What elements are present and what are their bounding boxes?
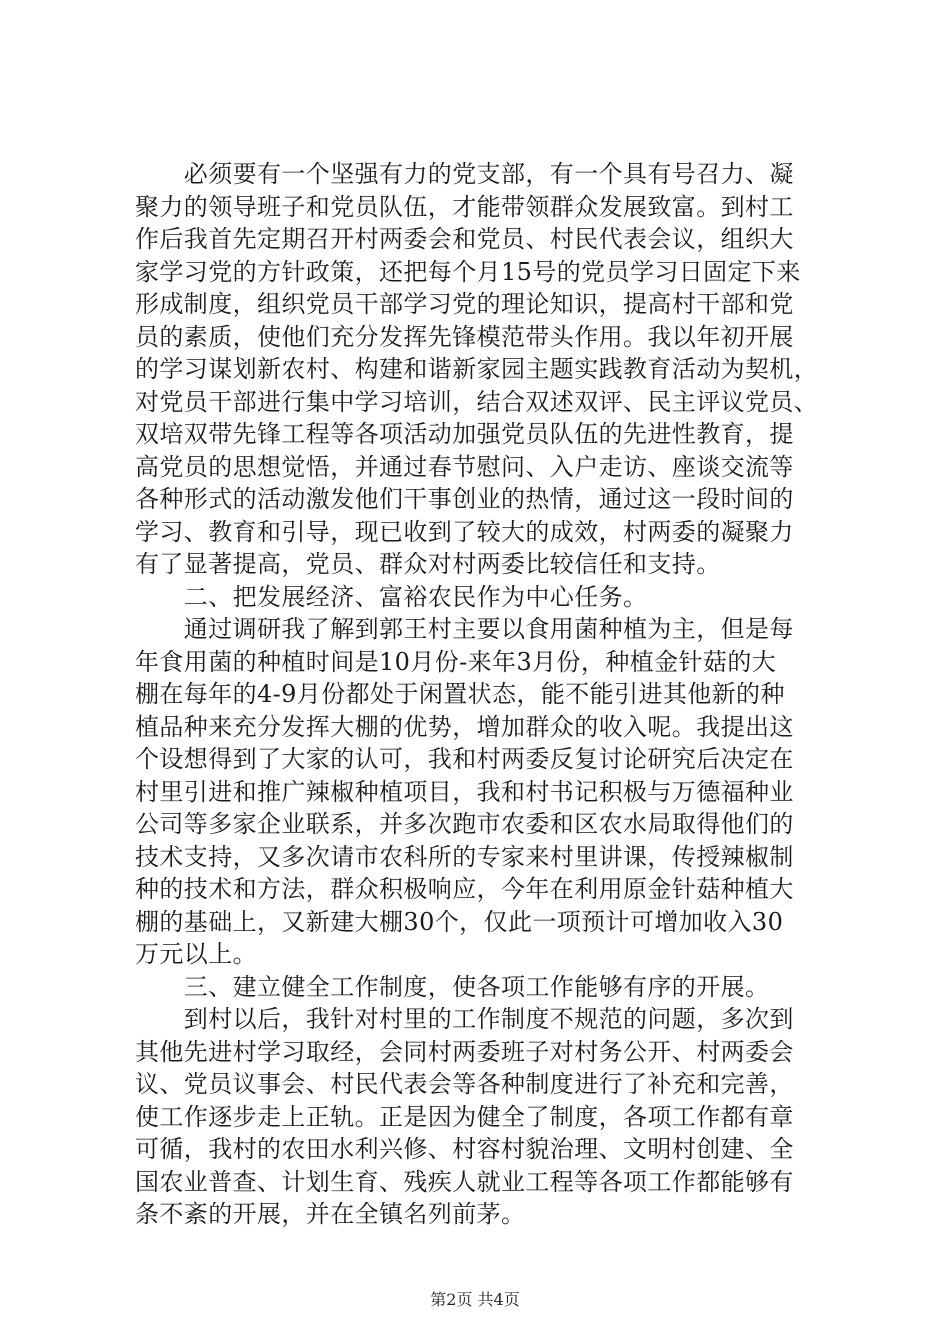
text-line: 议、党员议事会、村民代表会等各种制度进行了补充和完善， xyxy=(135,1070,794,1098)
text-line: 必须要有一个坚强有力的党支部，有一个具有号召力、凝 xyxy=(135,160,794,188)
text-line: 村里引进和推广辣椒种植项目，我和村书记积极与万德福种业 xyxy=(135,777,794,806)
text-line: 公司等多家企业联系，并多次跑市农委和区农水局取得他们的 xyxy=(135,810,794,838)
text-line: 个设想得到了大家的认可，我和村两委反复讨论研究后决定在 xyxy=(135,745,794,773)
text-line: 万元以上。 xyxy=(135,940,257,968)
text-line: 各种形式的活动激发他们干事创业的热情，通过这一段时间的 xyxy=(135,485,794,513)
text-line: 聚力的领导班子和党员队伍，才能带领群众发展致富。到村工 xyxy=(135,192,794,221)
text-line: 棚的基础上，又新建大棚30个，仅此一项预计可增加收入30 xyxy=(135,907,784,936)
text-line: 棚在每年的4-9月份都处于闲置状态，能不能引进其他新的种 xyxy=(135,680,785,708)
text-line: 作后我首先定期召开村两委会和党员、村民代表会议，组织大 xyxy=(135,225,794,253)
text-line: 种的技术和方法，群众积极响应，今年在利用原金针菇种植大 xyxy=(135,875,794,903)
text-line: 二、把发展经济、富裕农民作为中心任务。 xyxy=(135,582,648,611)
text-line: 植品种来充分发挥大棚的优势，增加群众的收入呢。我提出这 xyxy=(135,712,794,741)
text-line: 形成制度，组织党员干部学习党的理论知识，提高村干部和党 xyxy=(135,290,794,318)
text-line: 其他先进村学习取经，会同村两委班子对村务公开、村两委会 xyxy=(135,1037,794,1066)
document-body xyxy=(135,158,835,1231)
text-line: 通过调研我了解到郭王村主要以食用菌种植为主，但是每 xyxy=(135,615,794,643)
text-line: 使工作逐步走上正轨。正是因为健全了制度，各项工作都有章 xyxy=(135,1102,794,1131)
text-line: 对党员干部进行集中学习培训，结合双述双评、民主评议党员、 xyxy=(135,387,819,416)
text-line: 有了显著提高，党员、群众对村两委比较信任和支持。 xyxy=(135,550,721,578)
text-line: 可循，我村的农田水利兴修、村容村貌治理、文明村创建、全 xyxy=(135,1135,794,1163)
text-line: 三、建立健全工作制度，使各项工作能够有序的开展。 xyxy=(135,972,770,1001)
text-line: 技术支持，又多次请市农科所的专家来村里讲课，传授辣椒制 xyxy=(135,842,794,871)
text-line: 到村以后，我针对村里的工作制度不规范的问题，多次到 xyxy=(135,1005,794,1033)
text-line: 员的素质，使他们充分发挥先锋模范带头作用。我以年初开展 xyxy=(135,322,794,351)
text-line: 双培双带先锋工程等各项活动加强党员队伍的先进性教育，提 xyxy=(135,420,794,448)
text-line: 年食用菌的种植时间是10月份-来年3月份，种植金针菇的大 xyxy=(135,647,777,676)
text-line: 学习、教育和引导，现已收到了较大的成效，村两委的凝聚力 xyxy=(135,517,794,546)
text-line: 的学习谋划新农村、构建和谐新家园主题实践教育活动为契机， xyxy=(135,355,819,383)
text-line: 高党员的思想觉悟，并通过春节慰问、入户走访、座谈交流等 xyxy=(135,452,794,481)
text-line: 家学习党的方针政策，还把每个月15号的党员学习日固定下来 xyxy=(135,257,801,286)
text-line: 条不紊的开展，并在全镇名列前茅。 xyxy=(135,1200,526,1228)
page-footer: 第2页 共4页 xyxy=(430,1290,520,1309)
text-line: 国农业普查、计划生育、残疾人就业工程等各项工作都能够有 xyxy=(135,1167,794,1196)
